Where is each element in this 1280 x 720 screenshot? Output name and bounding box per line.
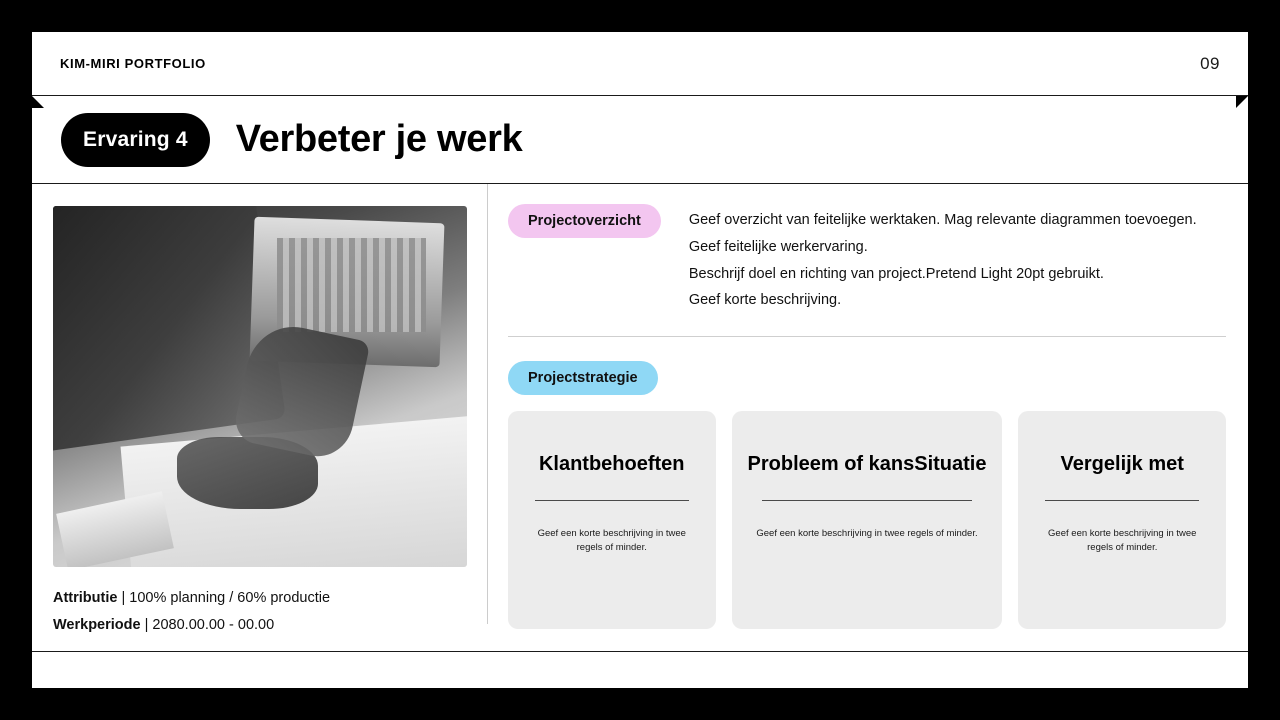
attribution-separator: |: [121, 590, 126, 606]
slide-body: [32, 184, 1248, 633]
period-label: Werkperiode: [53, 616, 141, 633]
strategy-tag: Projectstrategie: [508, 361, 658, 395]
attribution-row: [53, 585, 487, 612]
period-row: [53, 612, 487, 639]
period-value: 2080.00.00 - 00.00: [152, 616, 275, 633]
overview-line: Geef overzicht van feitelijke werktaken. Mag relevante diagrammen toevoegen.: [688, 212, 1197, 228]
card-title: Klantbehoeften: [538, 453, 685, 476]
strategy-card: [1018, 411, 1226, 629]
slide-title: Verbeter je werk: [235, 118, 523, 160]
attribution-label: Attributie: [53, 590, 118, 606]
card-title: Vergelijk met: [1060, 453, 1184, 476]
strategy-card: [508, 411, 716, 629]
slide-header: [32, 32, 1248, 96]
overview-tag: Projectoverzicht: [508, 204, 661, 238]
overview-line: Beschrijf doel en richting van project.Pretend Light 20pt gebruikt.: [688, 265, 1104, 282]
project-overview-section: [508, 204, 1226, 337]
corner-notch-right-icon: [1236, 96, 1248, 108]
card-title: Probleem of kansSituatie: [747, 453, 987, 476]
card-description: Geef een korte beschrijving in twee regels of minder.: [1048, 528, 1197, 553]
period-separator: |: [144, 616, 149, 633]
photo-shape-screen: [277, 238, 426, 332]
strategy-header: [508, 337, 1226, 411]
card-description: Geef een korte beschrijving in twee regels of minder.: [537, 528, 686, 553]
overview-text: [689, 204, 1197, 314]
slide: [32, 32, 1248, 688]
corner-notch-left-icon: [32, 96, 44, 108]
overview-line: Geef feitelijke werkervaring.: [688, 238, 868, 255]
card-description: Geef een korte beschrijving in twee regels of minder.: [756, 528, 978, 540]
strategy-card: [732, 411, 1003, 629]
project-meta: [53, 585, 487, 639]
experience-badge: Ervaring 4: [61, 113, 210, 167]
brand-label: KIM-MIRI PORTFOLIO: [60, 56, 206, 71]
card-divider: [762, 500, 972, 501]
slide-footer: [32, 651, 1248, 688]
overview-line: Geef korte beschrijving.: [688, 292, 842, 309]
card-divider: [1045, 500, 1199, 501]
left-column: [32, 184, 488, 633]
project-photo: [53, 206, 467, 567]
page-number: 09: [1200, 53, 1220, 73]
title-band: [32, 96, 1248, 184]
right-column: [488, 184, 1248, 624]
strategy-cards: [508, 411, 1226, 629]
card-divider: [535, 500, 689, 501]
attribution-value: 100% planning / 60% productie: [129, 590, 331, 606]
